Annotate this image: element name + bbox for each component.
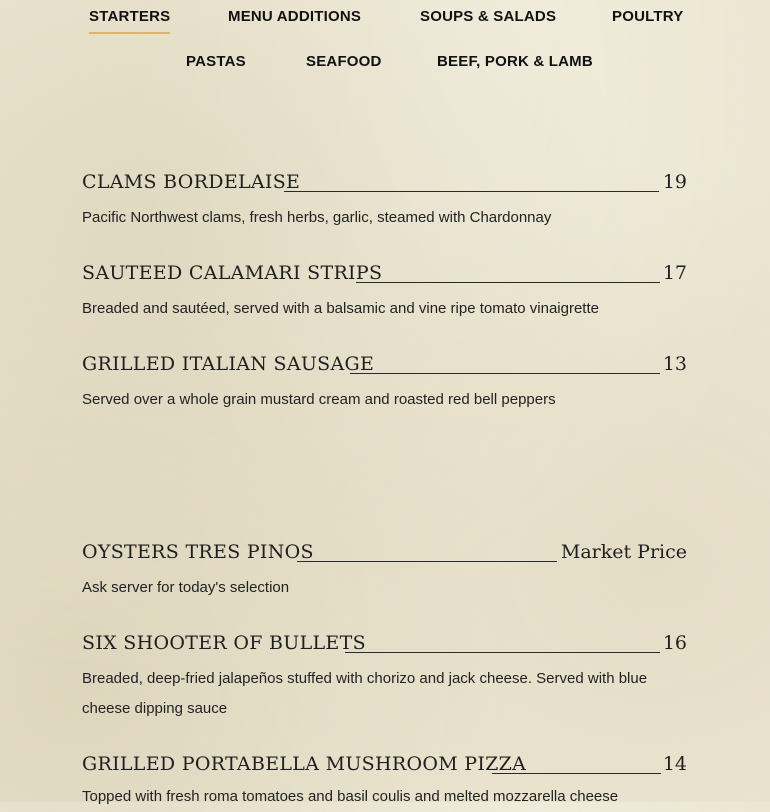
tab-soups-salads[interactable]: SOUPS & SALADS bbox=[420, 8, 557, 25]
menu-item-description: Pacific Northwest clams, fresh herbs, garlic, steamed with Chardonnay bbox=[82, 209, 552, 226]
price-leader-line bbox=[345, 652, 660, 653]
price-leader-line bbox=[356, 282, 660, 283]
menu-item-description: Breaded, deep-fried jalapeños stuffed with chorizo and jack cheese. Served with blue cheese dipping sauce bbox=[82, 670, 648, 717]
menu-item-name: GRILLED PORTABELLA MUSHROOM PIZZA bbox=[82, 753, 527, 775]
menu-item-description: Topped with fresh roma tomatoes and basil coulis and melted mozzarella cheese bbox=[82, 788, 619, 805]
menu-item-price: Market Price bbox=[560, 541, 687, 563]
tab-menu-additions[interactable]: MENU ADDITIONS bbox=[228, 8, 362, 25]
menu-item bbox=[82, 253, 687, 293]
menu-item-name: GRILLED ITALIAN SAUSAGE bbox=[82, 353, 375, 375]
menu-item bbox=[82, 623, 687, 663]
menu-item-price: 19 bbox=[662, 171, 687, 193]
menu-item-name: OYSTERS TRES PINOS bbox=[82, 541, 314, 563]
nav-row-2 bbox=[0, 49, 770, 79]
menu-item-price: 13 bbox=[662, 353, 687, 375]
price-leader-line bbox=[492, 773, 661, 774]
tab-seafood[interactable]: SEAFOOD bbox=[306, 53, 382, 70]
menu-item-price: 16 bbox=[662, 632, 687, 654]
menu-item bbox=[82, 344, 687, 384]
price-leader-line bbox=[284, 191, 659, 192]
tab-beef-pork-lamb[interactable]: BEEF, PORK & LAMB bbox=[437, 53, 593, 70]
menu-item-price: 17 bbox=[662, 262, 687, 284]
menu-item-description: Ask server for today's selection bbox=[82, 579, 290, 596]
menu-item bbox=[82, 744, 687, 784]
price-leader-line bbox=[350, 373, 660, 374]
menu-item-name: SAUTEED CALAMARI STRIPS bbox=[82, 262, 383, 284]
menu-item-description: Breaded and sautéed, served with a balsamic and vine ripe tomato vinaigrette bbox=[82, 300, 599, 317]
nav-row-1 bbox=[0, 4, 770, 34]
tab-pastas[interactable]: PASTAS bbox=[186, 53, 246, 70]
menu-item-description: Served over a whole grain mustard cream and roasted red bell peppers bbox=[82, 391, 556, 408]
menu-item-price: 14 bbox=[662, 753, 687, 775]
price-leader-line bbox=[297, 561, 557, 562]
menu-item bbox=[82, 162, 687, 202]
menu-item-name: CLAMS BORDELAISE bbox=[82, 171, 301, 193]
tab-starters[interactable]: STARTERS bbox=[89, 4, 170, 34]
menu-item-name: SIX SHOOTER OF BULLETS bbox=[82, 632, 366, 654]
tab-poultry[interactable]: POULTRY bbox=[612, 8, 684, 25]
menu-item bbox=[82, 532, 687, 572]
